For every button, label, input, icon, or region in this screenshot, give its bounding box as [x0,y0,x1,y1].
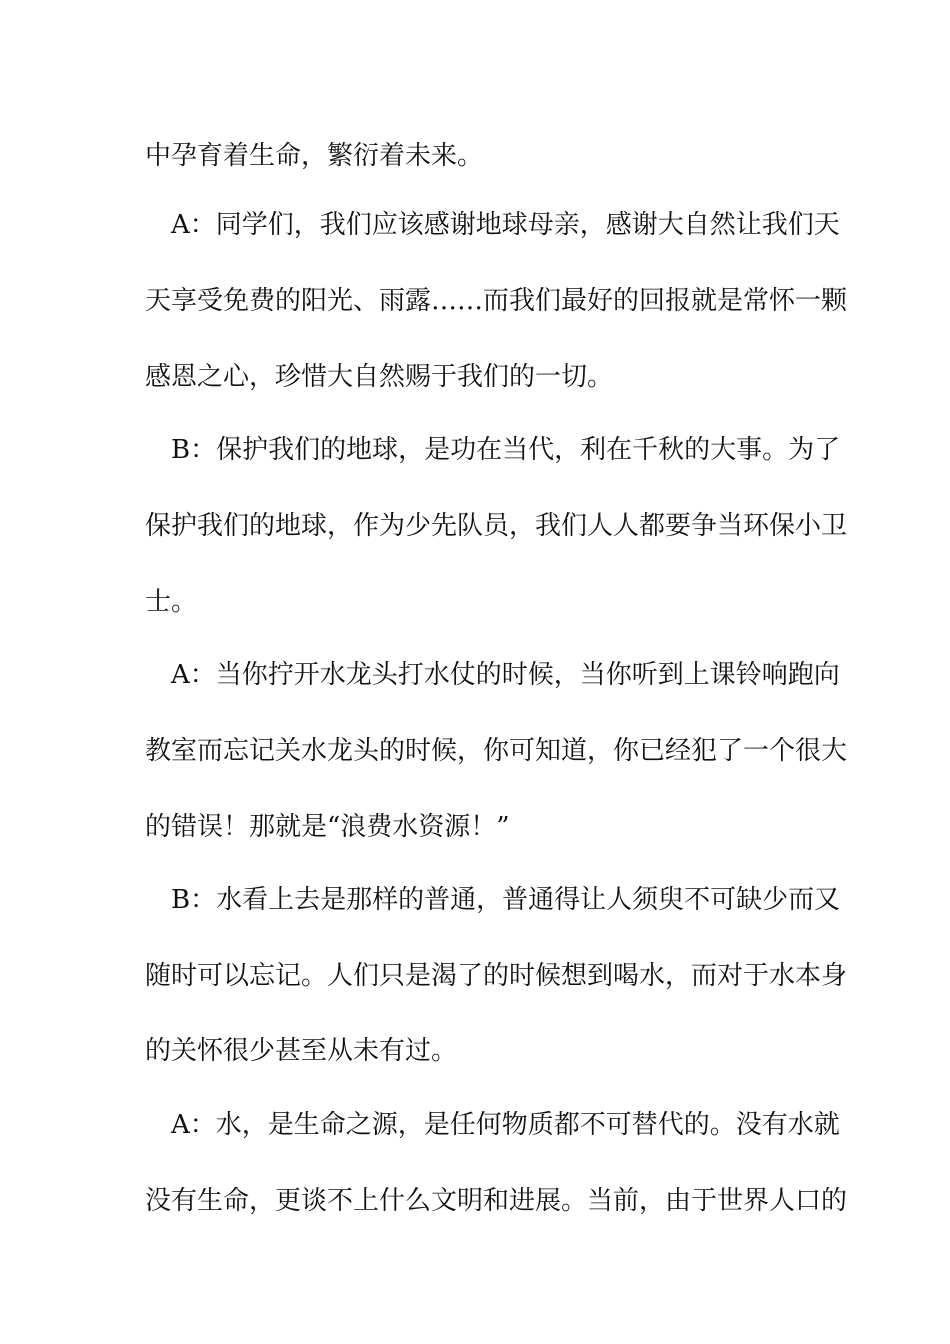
text-line: 的错误！那就是“浪费水资源！” [145,812,510,842]
text-line: 中孕育着生命，繁衍着未来。 [145,141,484,171]
text-line: 天享受免费的阳光、雨露……而我们最好的回报就是常怀一颗 [145,286,848,316]
text-line: B：水看上去是那样的普通，普通得让人须臾不可缺少而又 [145,885,841,915]
text-line: A：当你拧开水龙头打水仗的时候，当你听到上课铃响跑向 [145,660,840,690]
text-line: 感恩之心，珍惜大自然赐于我们的一切。 [145,362,614,392]
text-line: A：同学们，我们应该感谢地球母亲，感谢大自然让我们天 [145,210,840,240]
text-line: B：保护我们的地球，是功在当代，利在千秋的大事。为了 [145,435,841,465]
text-line: 保护我们的地球，作为少先队员，我们人人都要争当环保小卫 [145,511,848,541]
text-line: 没有生命，更谈不上什么文明和进展。当前，由于世界人口的 [145,1186,848,1216]
text-line: 教室而忘记关水龙头的时候，你可知道，你已经犯了一个很大 [145,736,848,766]
text-line: A：水，是生命之源，是任何物质都不可替代的。没有水就 [145,1110,840,1140]
text-line: 的关怀很少甚至从未有过。 [145,1036,458,1066]
text-line: 士。 [145,587,198,617]
text-line: 随时可以忘记。人们只是渴了的时候想到喝水，而对于水本身 [145,961,848,991]
